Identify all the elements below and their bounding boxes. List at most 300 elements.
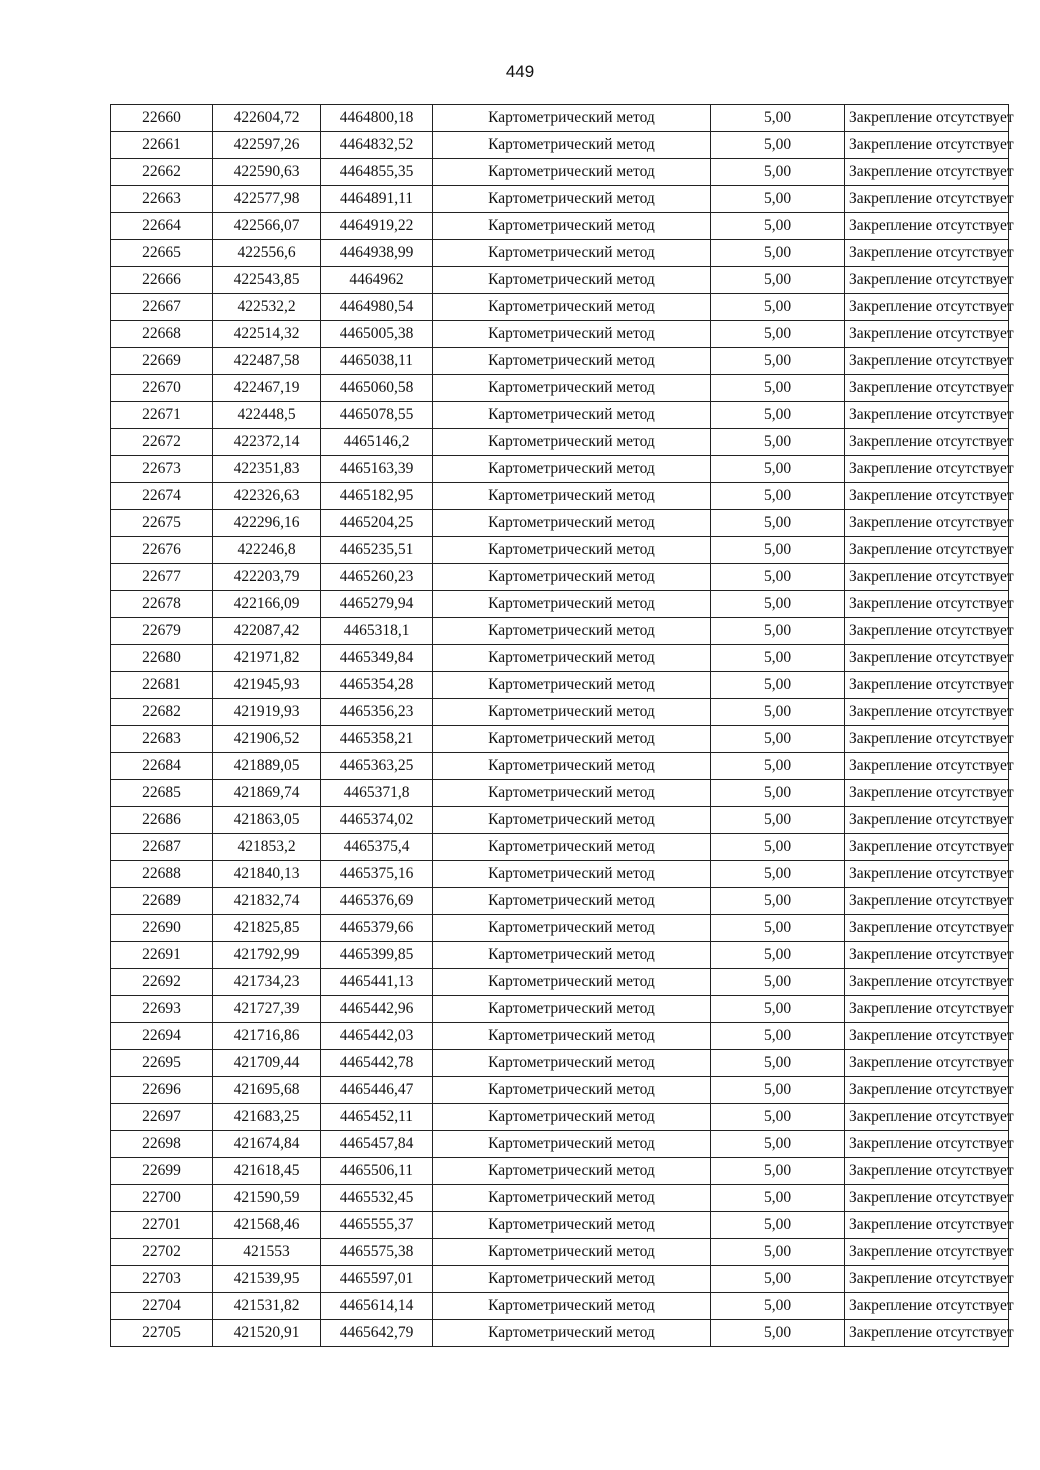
y-coordinate-cell: 4465279,94	[321, 591, 433, 618]
table-row	[111, 321, 1009, 348]
y-coordinate-cell: 4465146,2	[321, 429, 433, 456]
table-row	[111, 294, 1009, 321]
method-cell: Картометрический метод	[433, 348, 711, 375]
x-coordinate-cell: 422467,19	[213, 375, 321, 402]
table-row	[111, 699, 1009, 726]
table-row	[111, 510, 1009, 537]
method-cell: Картометрический метод	[433, 996, 711, 1023]
point-number-cell: 22705	[111, 1320, 213, 1347]
y-coordinate-cell: 4465379,66	[321, 915, 433, 942]
point-number-cell: 22684	[111, 753, 213, 780]
point-number-cell: 22703	[111, 1266, 213, 1293]
accuracy-cell: 5,00	[711, 240, 845, 267]
fixing-note-cell: Закрепление отсутствует	[845, 348, 1009, 375]
accuracy-cell: 5,00	[711, 456, 845, 483]
method-cell: Картометрический метод	[433, 510, 711, 537]
fixing-note-cell: Закрепление отсутствует	[845, 375, 1009, 402]
x-coordinate-cell: 422532,2	[213, 294, 321, 321]
point-number-cell: 22664	[111, 213, 213, 240]
y-coordinate-cell: 4465078,55	[321, 402, 433, 429]
point-number-cell: 22704	[111, 1293, 213, 1320]
y-coordinate-cell: 4465374,02	[321, 807, 433, 834]
method-cell: Картометрический метод	[433, 105, 711, 132]
point-number-cell: 22683	[111, 726, 213, 753]
method-cell: Картометрический метод	[433, 402, 711, 429]
accuracy-cell: 5,00	[711, 753, 845, 780]
point-number-cell: 22660	[111, 105, 213, 132]
point-number-cell: 22688	[111, 861, 213, 888]
x-coordinate-cell: 421840,13	[213, 861, 321, 888]
method-cell: Картометрический метод	[433, 834, 711, 861]
x-coordinate-cell: 421568,46	[213, 1212, 321, 1239]
x-coordinate-cell: 421863,05	[213, 807, 321, 834]
accuracy-cell: 5,00	[711, 888, 845, 915]
x-coordinate-cell: 421674,84	[213, 1131, 321, 1158]
method-cell: Картометрический метод	[433, 726, 711, 753]
table-row	[111, 1266, 1009, 1293]
method-cell: Картометрический метод	[433, 186, 711, 213]
table-row	[111, 753, 1009, 780]
fixing-note-cell: Закрепление отсутствует	[845, 537, 1009, 564]
point-number-cell: 22675	[111, 510, 213, 537]
x-coordinate-cell: 422448,5	[213, 402, 321, 429]
point-number-cell: 22691	[111, 942, 213, 969]
point-number-cell: 22679	[111, 618, 213, 645]
point-number-cell: 22698	[111, 1131, 213, 1158]
table-row	[111, 591, 1009, 618]
x-coordinate-cell: 422543,85	[213, 267, 321, 294]
x-coordinate-cell: 422296,16	[213, 510, 321, 537]
method-cell: Картометрический метод	[433, 807, 711, 834]
y-coordinate-cell: 4464962	[321, 267, 433, 294]
point-number-cell: 22663	[111, 186, 213, 213]
y-coordinate-cell: 4465363,25	[321, 753, 433, 780]
accuracy-cell: 5,00	[711, 294, 845, 321]
table-row	[111, 483, 1009, 510]
method-cell: Картометрический метод	[433, 429, 711, 456]
method-cell: Картометрический метод	[433, 645, 711, 672]
table-row	[111, 564, 1009, 591]
accuracy-cell: 5,00	[711, 213, 845, 240]
y-coordinate-cell: 4465506,11	[321, 1158, 433, 1185]
table-row	[111, 1158, 1009, 1185]
accuracy-cell: 5,00	[711, 645, 845, 672]
method-cell: Картометрический метод	[433, 1212, 711, 1239]
fixing-note-cell: Закрепление отсутствует	[845, 213, 1009, 240]
point-number-cell: 22661	[111, 132, 213, 159]
method-cell: Картометрический метод	[433, 321, 711, 348]
x-coordinate-cell: 421734,23	[213, 969, 321, 996]
page-number: 449	[505, 62, 535, 81]
accuracy-cell: 5,00	[711, 834, 845, 861]
method-cell: Картометрический метод	[433, 1320, 711, 1347]
fixing-note-cell: Закрепление отсутствует	[845, 807, 1009, 834]
point-number-cell: 22682	[111, 699, 213, 726]
accuracy-cell: 5,00	[711, 132, 845, 159]
fixing-note-cell: Закрепление отсутствует	[845, 780, 1009, 807]
y-coordinate-cell: 4465204,25	[321, 510, 433, 537]
accuracy-cell: 5,00	[711, 105, 845, 132]
y-coordinate-cell: 4465442,96	[321, 996, 433, 1023]
table-row	[111, 186, 1009, 213]
point-number-cell: 22672	[111, 429, 213, 456]
x-coordinate-cell: 421971,82	[213, 645, 321, 672]
point-number-cell: 22677	[111, 564, 213, 591]
point-number-cell: 22676	[111, 537, 213, 564]
fixing-note-cell: Закрепление отсутствует	[845, 672, 1009, 699]
y-coordinate-cell: 4465446,47	[321, 1077, 433, 1104]
y-coordinate-cell: 4465038,11	[321, 348, 433, 375]
fixing-note-cell: Закрепление отсутствует	[845, 861, 1009, 888]
accuracy-cell: 5,00	[711, 726, 845, 753]
method-cell: Картометрический метод	[433, 537, 711, 564]
point-number-cell: 22695	[111, 1050, 213, 1077]
method-cell: Картометрический метод	[433, 483, 711, 510]
x-coordinate-cell: 421531,82	[213, 1293, 321, 1320]
fixing-note-cell: Закрепление отсутствует	[845, 969, 1009, 996]
method-cell: Картометрический метод	[433, 132, 711, 159]
accuracy-cell: 5,00	[711, 861, 845, 888]
y-coordinate-cell: 4465399,85	[321, 942, 433, 969]
fixing-note-cell: Закрепление отсутствует	[845, 645, 1009, 672]
y-coordinate-cell: 4465452,11	[321, 1104, 433, 1131]
x-coordinate-cell: 422566,07	[213, 213, 321, 240]
accuracy-cell: 5,00	[711, 1239, 845, 1266]
point-number-cell: 22701	[111, 1212, 213, 1239]
y-coordinate-cell: 4465005,38	[321, 321, 433, 348]
accuracy-cell: 5,00	[711, 402, 845, 429]
accuracy-cell: 5,00	[711, 1077, 845, 1104]
point-number-cell: 22680	[111, 645, 213, 672]
fixing-note-cell: Закрепление отсутствует	[845, 186, 1009, 213]
y-coordinate-cell: 4465375,4	[321, 834, 433, 861]
y-coordinate-cell: 4465597,01	[321, 1266, 433, 1293]
table-row	[111, 348, 1009, 375]
x-coordinate-cell: 422087,42	[213, 618, 321, 645]
table-row	[111, 1050, 1009, 1077]
fixing-note-cell: Закрепление отсутствует	[845, 240, 1009, 267]
y-coordinate-cell: 4465182,95	[321, 483, 433, 510]
method-cell: Картометрический метод	[433, 1293, 711, 1320]
x-coordinate-cell: 422372,14	[213, 429, 321, 456]
y-coordinate-cell: 4465614,14	[321, 1293, 433, 1320]
point-number-cell: 22665	[111, 240, 213, 267]
accuracy-cell: 5,00	[711, 1320, 845, 1347]
fixing-note-cell: Закрепление отсутствует	[845, 1077, 1009, 1104]
y-coordinate-cell: 4465555,37	[321, 1212, 433, 1239]
accuracy-cell: 5,00	[711, 1050, 845, 1077]
x-coordinate-cell: 421853,2	[213, 834, 321, 861]
y-coordinate-cell: 4465163,39	[321, 456, 433, 483]
x-coordinate-cell: 421889,05	[213, 753, 321, 780]
table-row	[111, 1104, 1009, 1131]
y-coordinate-cell: 4464919,22	[321, 213, 433, 240]
accuracy-cell: 5,00	[711, 672, 845, 699]
fixing-note-cell: Закрепление отсутствует	[845, 753, 1009, 780]
table-row	[111, 861, 1009, 888]
table-row	[111, 456, 1009, 483]
fixing-note-cell: Закрепление отсутствует	[845, 483, 1009, 510]
accuracy-cell: 5,00	[711, 807, 845, 834]
fixing-note-cell: Закрепление отсутствует	[845, 321, 1009, 348]
x-coordinate-cell: 422556,6	[213, 240, 321, 267]
x-coordinate-cell: 422590,63	[213, 159, 321, 186]
fixing-note-cell: Закрепление отсутствует	[845, 942, 1009, 969]
x-coordinate-cell: 422514,32	[213, 321, 321, 348]
accuracy-cell: 5,00	[711, 1212, 845, 1239]
accuracy-cell: 5,00	[711, 267, 845, 294]
method-cell: Картометрический метод	[433, 888, 711, 915]
table-row	[111, 618, 1009, 645]
y-coordinate-cell: 4464832,52	[321, 132, 433, 159]
coordinates-table-body	[111, 105, 1014, 1347]
fixing-note-cell: Закрепление отсутствует	[845, 996, 1009, 1023]
point-number-cell: 22667	[111, 294, 213, 321]
accuracy-cell: 5,00	[711, 969, 845, 996]
x-coordinate-cell: 422326,63	[213, 483, 321, 510]
fixing-note-cell: Закрепление отсутствует	[845, 510, 1009, 537]
table-row	[111, 1239, 1009, 1266]
y-coordinate-cell: 4465532,45	[321, 1185, 433, 1212]
fixing-note-cell: Закрепление отсутствует	[845, 1104, 1009, 1131]
method-cell: Картометрический метод	[433, 1077, 711, 1104]
point-number-cell: 22662	[111, 159, 213, 186]
accuracy-cell: 5,00	[711, 699, 845, 726]
y-coordinate-cell: 4465358,21	[321, 726, 433, 753]
table-row	[111, 942, 1009, 969]
accuracy-cell: 5,00	[711, 1158, 845, 1185]
accuracy-cell: 5,00	[711, 321, 845, 348]
point-number-cell: 22673	[111, 456, 213, 483]
method-cell: Картометрический метод	[433, 240, 711, 267]
y-coordinate-cell: 4465354,28	[321, 672, 433, 699]
x-coordinate-cell: 421709,44	[213, 1050, 321, 1077]
table-row	[111, 888, 1009, 915]
fixing-note-cell: Закрепление отсутствует	[845, 1293, 1009, 1320]
x-coordinate-cell: 421553	[213, 1239, 321, 1266]
accuracy-cell: 5,00	[711, 915, 845, 942]
table-row	[111, 780, 1009, 807]
point-number-cell: 22694	[111, 1023, 213, 1050]
table-row	[111, 375, 1009, 402]
fixing-note-cell: Закрепление отсутствует	[845, 834, 1009, 861]
method-cell: Картометрический метод	[433, 1185, 711, 1212]
y-coordinate-cell: 4465442,03	[321, 1023, 433, 1050]
fixing-note-cell: Закрепление отсутствует	[845, 1212, 1009, 1239]
fixing-note-cell: Закрепление отсутствует	[845, 726, 1009, 753]
method-cell: Картометрический метод	[433, 1023, 711, 1050]
fixing-note-cell: Закрепление отсутствует	[845, 1050, 1009, 1077]
point-number-cell: 22692	[111, 969, 213, 996]
fixing-note-cell: Закрепление отсутствует	[845, 1158, 1009, 1185]
y-coordinate-cell: 4464855,35	[321, 159, 433, 186]
y-coordinate-cell: 4465349,84	[321, 645, 433, 672]
y-coordinate-cell: 4464800,18	[321, 105, 433, 132]
method-cell: Картометрический метод	[433, 294, 711, 321]
accuracy-cell: 5,00	[711, 537, 845, 564]
method-cell: Картометрический метод	[433, 591, 711, 618]
method-cell: Картометрический метод	[433, 1131, 711, 1158]
method-cell: Картометрический метод	[433, 456, 711, 483]
point-number-cell: 22671	[111, 402, 213, 429]
point-number-cell: 22674	[111, 483, 213, 510]
table-row	[111, 1320, 1009, 1347]
method-cell: Картометрический метод	[433, 618, 711, 645]
y-coordinate-cell: 4464891,11	[321, 186, 433, 213]
fixing-note-cell: Закрепление отсутствует	[845, 429, 1009, 456]
point-number-cell: 22687	[111, 834, 213, 861]
x-coordinate-cell: 421945,93	[213, 672, 321, 699]
fixing-note-cell: Закрепление отсутствует	[845, 294, 1009, 321]
fixing-note-cell: Закрепление отсутствует	[845, 1131, 1009, 1158]
y-coordinate-cell: 4465371,8	[321, 780, 433, 807]
table-row	[111, 807, 1009, 834]
y-coordinate-cell: 4465260,23	[321, 564, 433, 591]
fixing-note-cell: Закрепление отсутствует	[845, 105, 1009, 132]
table-row	[111, 537, 1009, 564]
table-row	[111, 1023, 1009, 1050]
x-coordinate-cell: 421906,52	[213, 726, 321, 753]
fixing-note-cell: Закрепление отсутствует	[845, 618, 1009, 645]
table-row	[111, 159, 1009, 186]
point-number-cell: 22670	[111, 375, 213, 402]
y-coordinate-cell: 4465441,13	[321, 969, 433, 996]
x-coordinate-cell: 422203,79	[213, 564, 321, 591]
method-cell: Картометрический метод	[433, 699, 711, 726]
coordinates-table	[110, 104, 1014, 1347]
accuracy-cell: 5,00	[711, 942, 845, 969]
point-number-cell: 22681	[111, 672, 213, 699]
table-row	[111, 915, 1009, 942]
fixing-note-cell: Закрепление отсутствует	[845, 402, 1009, 429]
accuracy-cell: 5,00	[711, 1266, 845, 1293]
fixing-note-cell: Закрепление отсутствует	[845, 132, 1009, 159]
x-coordinate-cell: 421919,93	[213, 699, 321, 726]
point-number-cell: 22700	[111, 1185, 213, 1212]
x-coordinate-cell: 421716,86	[213, 1023, 321, 1050]
table-row	[111, 105, 1009, 132]
method-cell: Картометрический метод	[433, 375, 711, 402]
x-coordinate-cell: 421792,99	[213, 942, 321, 969]
point-number-cell: 22678	[111, 591, 213, 618]
method-cell: Картометрический метод	[433, 672, 711, 699]
fixing-note-cell: Закрепление отсутствует	[845, 267, 1009, 294]
table-row	[111, 1131, 1009, 1158]
fixing-note-cell: Закрепление отсутствует	[845, 915, 1009, 942]
table-row	[111, 267, 1009, 294]
table-row	[111, 429, 1009, 456]
method-cell: Картометрический метод	[433, 969, 711, 996]
y-coordinate-cell: 4465318,1	[321, 618, 433, 645]
fixing-note-cell: Закрепление отсутствует	[845, 1320, 1009, 1347]
x-coordinate-cell: 421825,85	[213, 915, 321, 942]
fixing-note-cell: Закрепление отсутствует	[845, 564, 1009, 591]
table-row	[111, 726, 1009, 753]
table-row	[111, 132, 1009, 159]
table-row	[111, 834, 1009, 861]
y-coordinate-cell: 4465375,16	[321, 861, 433, 888]
y-coordinate-cell: 4465356,23	[321, 699, 433, 726]
method-cell: Картометрический метод	[433, 942, 711, 969]
y-coordinate-cell: 4465575,38	[321, 1239, 433, 1266]
table-row	[111, 1077, 1009, 1104]
accuracy-cell: 5,00	[711, 1104, 845, 1131]
fixing-note-cell: Закрепление отсутствует	[845, 1023, 1009, 1050]
fixing-note-cell: Закрепление отсутствует	[845, 1266, 1009, 1293]
method-cell: Картометрический метод	[433, 915, 711, 942]
method-cell: Картометрический метод	[433, 780, 711, 807]
accuracy-cell: 5,00	[711, 1131, 845, 1158]
method-cell: Картометрический метод	[433, 753, 711, 780]
method-cell: Картометрический метод	[433, 1104, 711, 1131]
table-row	[111, 402, 1009, 429]
point-number-cell: 22668	[111, 321, 213, 348]
method-cell: Картометрический метод	[433, 1266, 711, 1293]
accuracy-cell: 5,00	[711, 564, 845, 591]
fixing-note-cell: Закрепление отсутствует	[845, 888, 1009, 915]
accuracy-cell: 5,00	[711, 1293, 845, 1320]
table-row	[111, 1185, 1009, 1212]
x-coordinate-cell: 421539,95	[213, 1266, 321, 1293]
point-number-cell: 22666	[111, 267, 213, 294]
point-number-cell: 22697	[111, 1104, 213, 1131]
x-coordinate-cell: 422597,26	[213, 132, 321, 159]
point-number-cell: 22696	[111, 1077, 213, 1104]
y-coordinate-cell: 4464980,54	[321, 294, 433, 321]
method-cell: Картометрический метод	[433, 564, 711, 591]
point-number-cell: 22693	[111, 996, 213, 1023]
fixing-note-cell: Закрепление отсутствует	[845, 1239, 1009, 1266]
point-number-cell: 22686	[111, 807, 213, 834]
point-number-cell: 22702	[111, 1239, 213, 1266]
accuracy-cell: 5,00	[711, 375, 845, 402]
y-coordinate-cell: 4465442,78	[321, 1050, 433, 1077]
method-cell: Картометрический метод	[433, 159, 711, 186]
accuracy-cell: 5,00	[711, 780, 845, 807]
method-cell: Картометрический метод	[433, 861, 711, 888]
method-cell: Картометрический метод	[433, 1050, 711, 1077]
table-row	[111, 672, 1009, 699]
accuracy-cell: 5,00	[711, 996, 845, 1023]
point-number-cell: 22669	[111, 348, 213, 375]
method-cell: Картометрический метод	[433, 213, 711, 240]
method-cell: Картометрический метод	[433, 1239, 711, 1266]
accuracy-cell: 5,00	[711, 186, 845, 213]
accuracy-cell: 5,00	[711, 510, 845, 537]
table-row	[111, 969, 1009, 996]
accuracy-cell: 5,00	[711, 483, 845, 510]
fixing-note-cell: Закрепление отсутствует	[845, 699, 1009, 726]
point-number-cell: 22690	[111, 915, 213, 942]
y-coordinate-cell: 4465642,79	[321, 1320, 433, 1347]
x-coordinate-cell: 421695,68	[213, 1077, 321, 1104]
x-coordinate-cell: 421618,45	[213, 1158, 321, 1185]
table-row	[111, 645, 1009, 672]
method-cell: Картометрический метод	[433, 1158, 711, 1185]
x-coordinate-cell: 422351,83	[213, 456, 321, 483]
accuracy-cell: 5,00	[711, 591, 845, 618]
method-cell: Картометрический метод	[433, 267, 711, 294]
x-coordinate-cell: 421520,91	[213, 1320, 321, 1347]
accuracy-cell: 5,00	[711, 1185, 845, 1212]
x-coordinate-cell: 422246,8	[213, 537, 321, 564]
table-row	[111, 1212, 1009, 1239]
x-coordinate-cell: 422604,72	[213, 105, 321, 132]
x-coordinate-cell: 421832,74	[213, 888, 321, 915]
fixing-note-cell: Закрепление отсутствует	[845, 456, 1009, 483]
table-row	[111, 996, 1009, 1023]
accuracy-cell: 5,00	[711, 429, 845, 456]
